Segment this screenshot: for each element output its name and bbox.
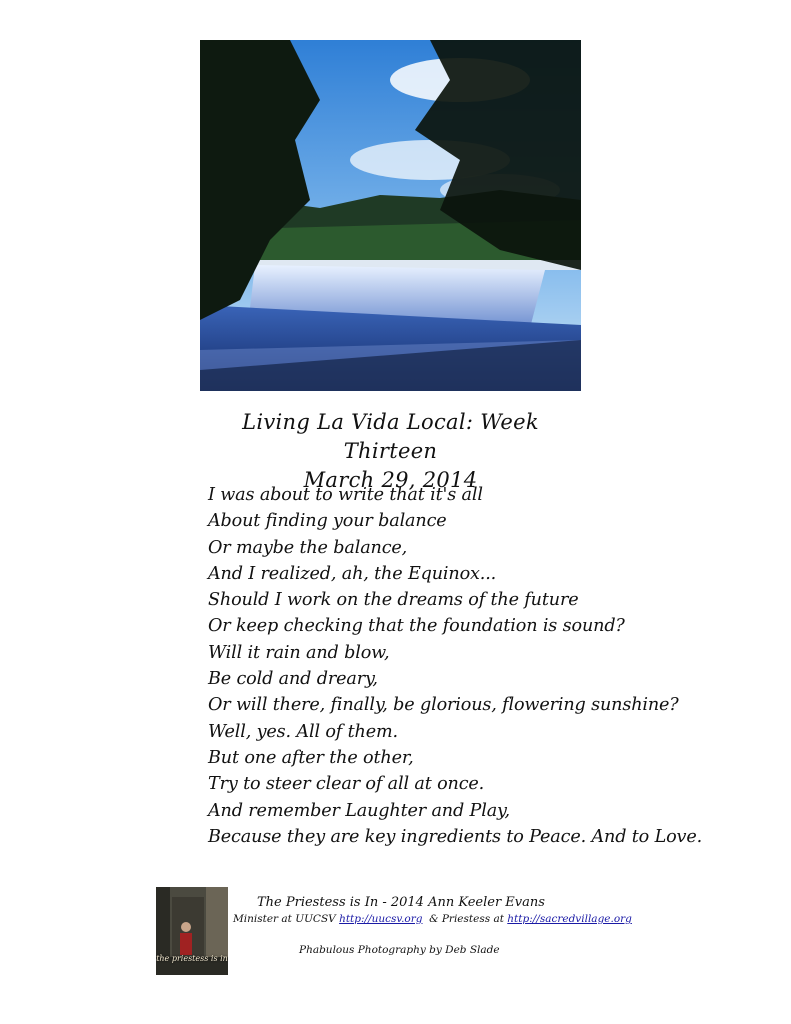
poem-line: Will it rain and blow,	[208, 642, 390, 663]
poem-line: I was about to write that it's all	[208, 485, 483, 505]
poem-line: About finding your balance	[208, 511, 447, 532]
waterfall-photo	[200, 40, 581, 391]
poem-body	[208, 482, 768, 850]
footer-links-line	[233, 913, 632, 925]
poem-title: Living La Vida Local: Week Thirteen	[242, 410, 539, 463]
uucsv-link[interactable]: http://uucsv.org	[339, 913, 423, 925]
poem-line: Or keep checking that the foundation is sound?	[208, 616, 625, 637]
sacredvillage-link[interactable]: http://sacredvillage.org	[507, 913, 632, 925]
poem-line: Because they are key ingredients to Peace. And to Love.	[208, 826, 703, 847]
poem-line: Or maybe the balance,	[208, 537, 408, 558]
poem-line: Try to steer clear of all at once.	[208, 774, 485, 795]
minister-label: Minister at UUCSV	[233, 913, 340, 925]
poem-line: Should I work on the dreams of the future	[208, 590, 579, 611]
priestess-label: & Priestess at	[422, 913, 508, 925]
priestess-thumbnail	[156, 887, 228, 975]
thumbnail-caption: the priestess is in	[156, 954, 228, 963]
poem-date: March 29, 2014	[303, 468, 478, 492]
poem-line: Or will there, finally, be glorious, flowering sunshine?	[208, 695, 679, 716]
poem-line: Be cold and dreary,	[208, 669, 378, 690]
photo-credit: Phabulous Photography by Deb Slade	[299, 944, 500, 956]
poem-line: Well, yes. All of them.	[208, 721, 398, 742]
poem-line: But one after the other,	[208, 747, 414, 768]
poem-line: And remember Laughter and Play,	[208, 800, 510, 821]
poem-line: And I realized, ah, the Equinox...	[208, 563, 497, 584]
footer-title: The Priestess is In - 2014 Ann Keeler Evans	[257, 895, 545, 910]
